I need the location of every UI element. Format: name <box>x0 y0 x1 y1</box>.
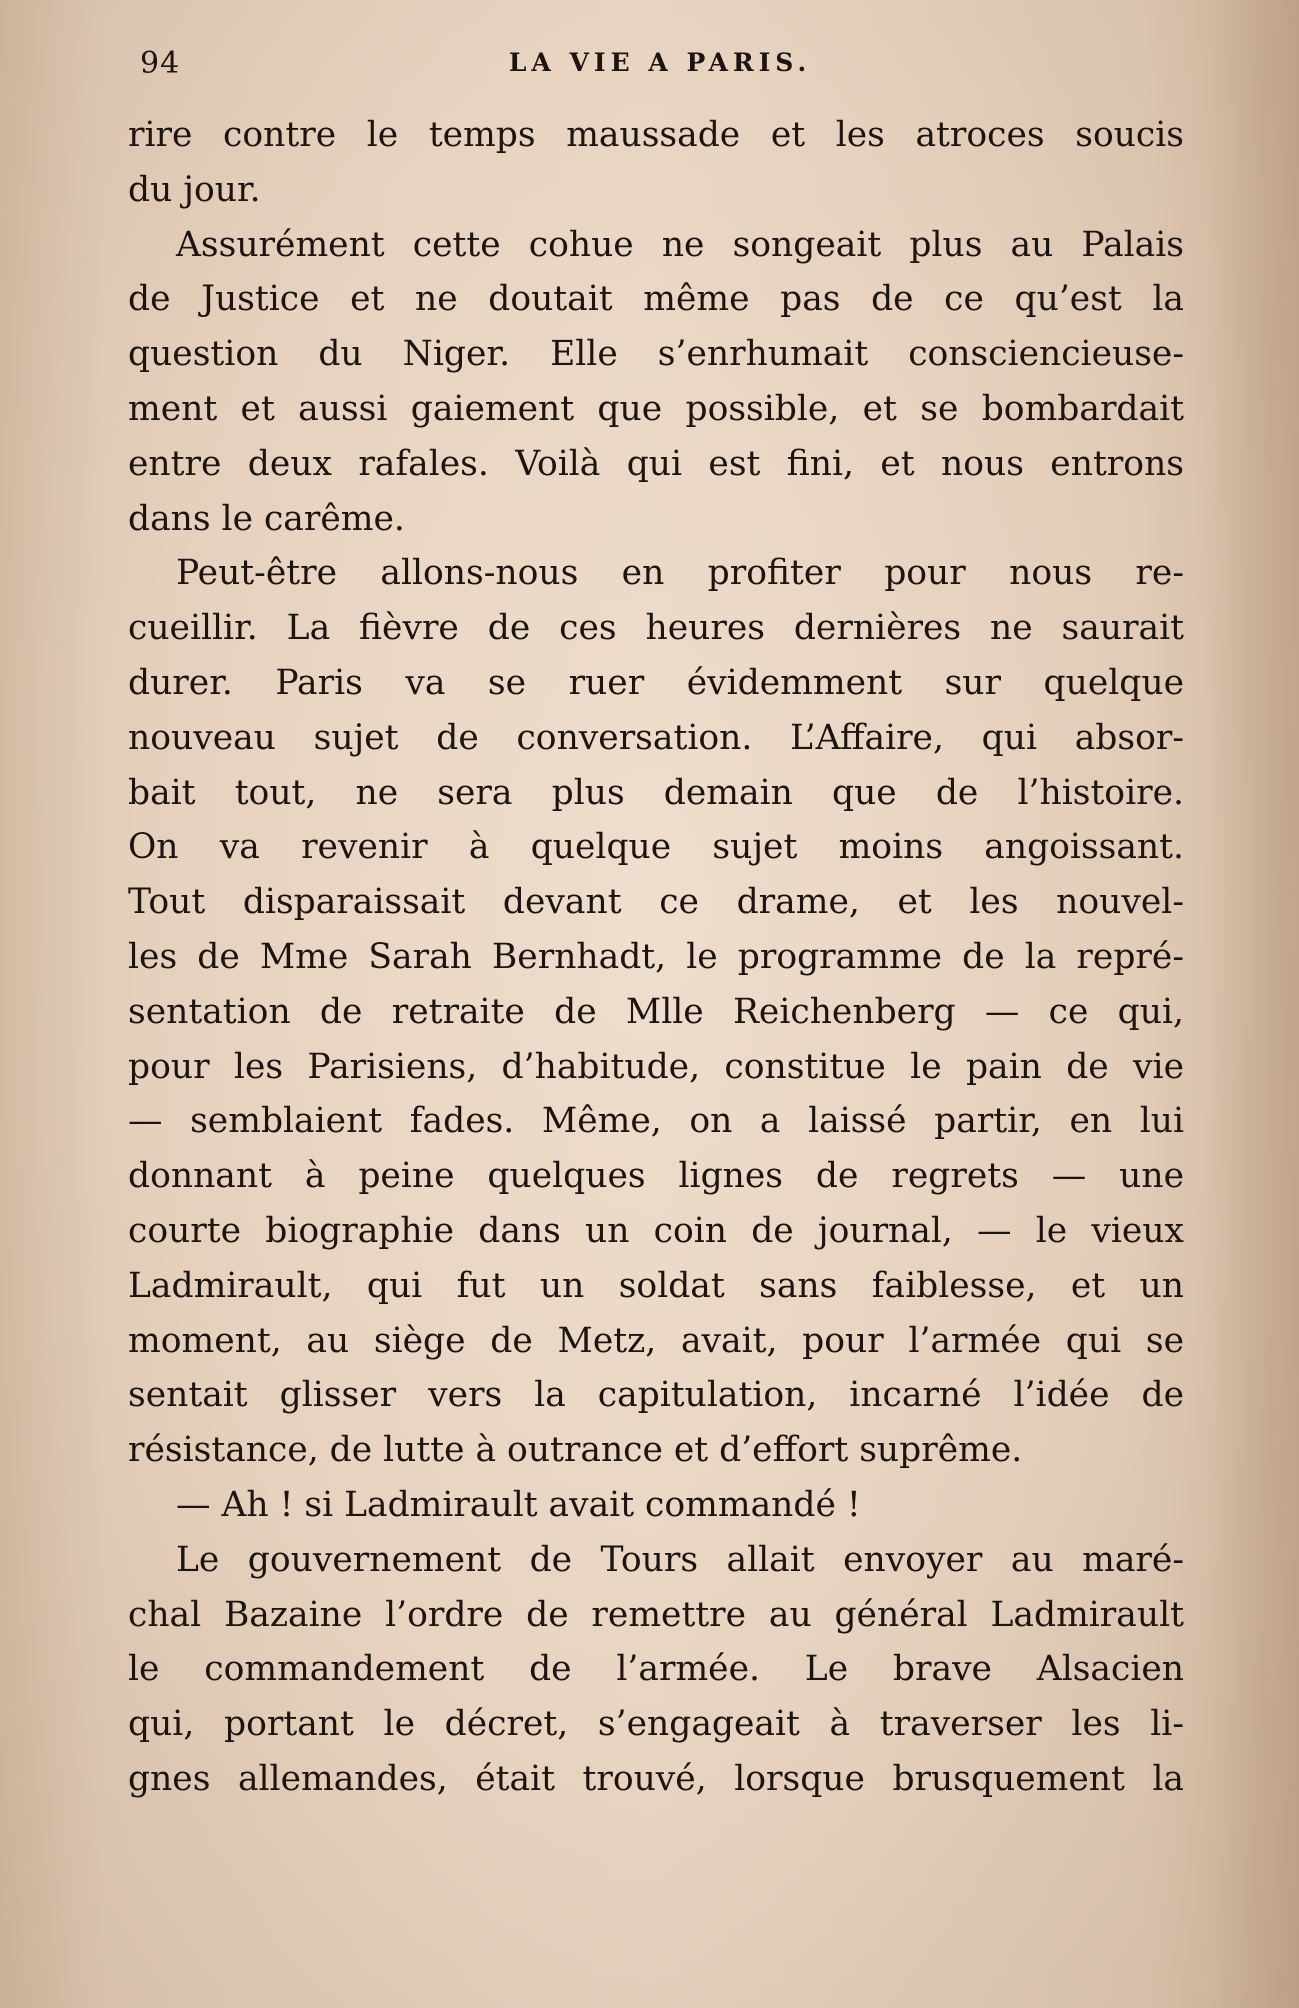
text-line: rire contre le temps maussade et les atroces soucis <box>128 115 1184 155</box>
text-line: gnes allemandes, était trouvé, lorsque brusquement la <box>128 1758 1184 1799</box>
page-header <box>140 40 1180 90</box>
text-line: donnant à peine quelques lignes de regrets — une <box>128 1156 1184 1197</box>
text-line: nouveau sujet de conversation. L’Affaire, qui absor- <box>128 717 1184 758</box>
text-line: de Justice et ne doutait même pas de ce qu’est la <box>128 279 1184 320</box>
text-line: question du Niger. Elle s’enrhumait consciencieuse- <box>128 334 1184 375</box>
text-line: ment et aussi gaiement que possible, et se bombardait <box>128 388 1184 429</box>
text-line: Le gouvernement de Tours allait envoyer au maré- <box>176 1539 1184 1580</box>
text-line: — semblaient fades. Même, on a laissé partir, en lui <box>128 1101 1184 1142</box>
text-line: cueillir. La fièvre de ces heures dernières ne saurait <box>128 608 1184 649</box>
running-title: LA VIE A PARIS. <box>508 48 812 77</box>
text-line: Tout disparaissait devant ce drame, et les nouvel- <box>128 882 1184 923</box>
text-line: moment, au siège de Metz, avait, pour l’armée qui se <box>128 1320 1184 1361</box>
text-line: On va revenir à quelque sujet moins angoissant. <box>128 827 1184 868</box>
text-line: les de Mme Sarah Bernhadt, le programme de la repré- <box>128 936 1184 977</box>
text-line: sentation de retraite de Mlle Reichenberg — ce qui, <box>128 991 1184 1032</box>
text-line: le commandement de l’armée. Le brave Alsacien <box>128 1649 1184 1690</box>
text-line: — Ah ! si Ladmirault avait commandé ! <box>176 1484 861 1525</box>
page-number: 94 <box>140 46 181 81</box>
text-line: bait tout, ne sera plus demain que de l’histoire. <box>128 772 1184 813</box>
text-line: Peut-être allons-nous en profiter pour nous re- <box>176 553 1184 594</box>
text-line: qui, portant le décret, s’engageait à traverser les li- <box>128 1704 1184 1745</box>
text-line: pour les Parisiens, d’habitude, constitue le pain de vie <box>128 1046 1184 1087</box>
text-line: sentait glisser vers la capitulation, incarné l’idée de <box>128 1375 1184 1416</box>
text-line: du jour. <box>128 169 261 210</box>
text-line: chal Bazaine l’ordre de remettre au général Ladmirault <box>128 1594 1184 1635</box>
text-line: Ladmirault, qui fut un soldat sans faiblesse, et un <box>128 1265 1184 1306</box>
text-line: courte biographie dans un coin de journal, — le vieux <box>128 1210 1184 1251</box>
text-line: résistance, de lutte à outrance et d’effort suprême. <box>128 1430 1023 1471</box>
text-line: Assurément cette cohue ne songeait plus au Palais <box>176 224 1184 265</box>
text-line: dans le carême. <box>128 498 405 539</box>
text-line: durer. Paris va se ruer évidemment sur quelque <box>128 662 1184 703</box>
text-line: entre deux rafales. Voilà qui est fini, et nous entrons <box>128 443 1184 484</box>
body-text <box>128 108 1184 1807</box>
